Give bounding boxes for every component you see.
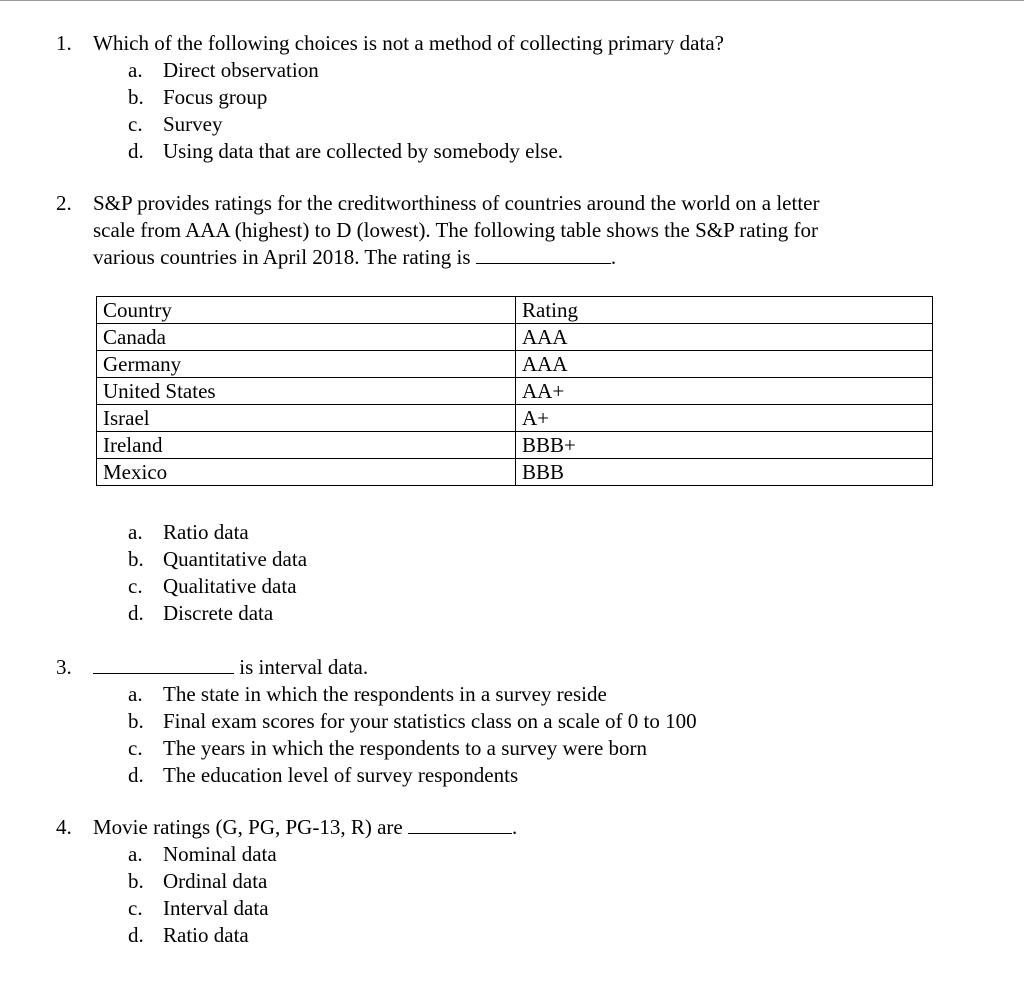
option-letter: c. (128, 112, 143, 136)
option-b[interactable] (128, 868, 936, 895)
cell-rating: A+ (516, 405, 933, 432)
option-c[interactable] (128, 573, 936, 600)
option-letter: b. (128, 547, 144, 571)
option-a[interactable] (128, 57, 936, 84)
question-text: is interval data. (239, 655, 369, 679)
option-a[interactable] (128, 519, 936, 546)
options-list (128, 681, 936, 789)
column-header-country: Country (97, 297, 516, 324)
ratings-table (96, 296, 933, 486)
option-d[interactable] (128, 138, 936, 165)
option-letter: a. (128, 842, 143, 866)
cell-rating: AAA (516, 351, 933, 378)
question-text-line (93, 654, 936, 681)
options-list (128, 519, 936, 627)
option-d[interactable] (128, 762, 936, 789)
option-text: Nominal data (163, 842, 277, 866)
option-letter: c. (128, 736, 143, 760)
options-list (128, 57, 936, 165)
option-c[interactable] (128, 895, 936, 922)
option-text: Focus group (163, 85, 268, 109)
question-text-period: . (511, 815, 518, 839)
option-text: Final exam scores for your statistics class on a scale of 0 to 100 (163, 709, 697, 733)
question-4 (56, 814, 936, 949)
option-text: The state in which the respondents in a survey reside (163, 682, 607, 706)
option-letter: b. (128, 709, 144, 733)
column-header-rating: Rating (516, 297, 933, 324)
option-letter: d. (128, 763, 144, 787)
options-list (128, 841, 936, 949)
option-letter: a. (128, 682, 143, 706)
cell-rating: AAA (516, 324, 933, 351)
question-3 (56, 654, 936, 789)
question-text-line: S&P provides ratings for the creditworthiness of countries around the world on a letter (93, 191, 820, 215)
table-header-row (97, 297, 933, 324)
table-row (97, 351, 933, 378)
option-a[interactable] (128, 841, 936, 868)
table-row (97, 432, 933, 459)
option-text: The education level of survey respondents (163, 763, 519, 787)
cell-rating: BBB+ (516, 432, 933, 459)
option-letter: d. (128, 139, 144, 163)
option-b[interactable] (128, 546, 936, 573)
option-letter: b. (128, 85, 144, 109)
cell-country: Mexico (97, 459, 516, 486)
option-text: Ratio data (163, 923, 249, 947)
option-text: Discrete data (163, 601, 274, 625)
question-number: 2. (56, 191, 72, 215)
cell-rating: BBB (516, 459, 933, 486)
question-text-line (93, 244, 936, 271)
table-row (97, 459, 933, 486)
question-text-line: scale from AAA (highest) to D (lowest). The following table shows the S&P rating for (93, 218, 818, 242)
option-letter: b. (128, 869, 144, 893)
question-text: Which of the following choices is not a method of collecting primary data? (93, 31, 724, 55)
option-c[interactable] (128, 735, 936, 762)
option-letter: d. (128, 923, 144, 947)
option-b[interactable] (128, 708, 936, 735)
question-text: various countries in April 2018. The rating is (93, 245, 471, 269)
cell-rating: AA+ (516, 378, 933, 405)
option-b[interactable] (128, 84, 936, 111)
option-text: Survey (163, 112, 223, 136)
option-text: Qualitative data (163, 574, 297, 598)
option-a[interactable] (128, 681, 936, 708)
option-letter: d. (128, 601, 144, 625)
answer-blank[interactable] (93, 655, 234, 674)
option-letter: a. (128, 520, 143, 544)
question-1 (56, 30, 936, 165)
option-text: Quantitative data (163, 547, 308, 571)
answer-blank[interactable] (476, 245, 611, 264)
top-border (0, 0, 1024, 1)
table-row (97, 324, 933, 351)
option-d[interactable] (128, 922, 936, 949)
option-letter: c. (128, 896, 143, 920)
option-text: The years in which the respondents to a survey were born (163, 736, 648, 760)
question-2 (56, 190, 936, 271)
question-2-options (56, 519, 936, 627)
option-d[interactable] (128, 600, 936, 627)
answer-blank[interactable] (408, 815, 512, 834)
question-text: Movie ratings (G, PG, PG-13, R) are (93, 815, 403, 839)
cell-country: Germany (97, 351, 516, 378)
table-row (97, 405, 933, 432)
question-number: 1. (56, 31, 72, 55)
cell-country: Canada (97, 324, 516, 351)
cell-country: Israel (97, 405, 516, 432)
question-number: 4. (56, 815, 72, 839)
option-letter: c. (128, 574, 143, 598)
question-text-period: . (610, 245, 617, 269)
option-text: Interval data (163, 896, 269, 920)
cell-country: Ireland (97, 432, 516, 459)
option-text: Ordinal data (163, 869, 268, 893)
cell-country: United States (97, 378, 516, 405)
option-text: Ratio data (163, 520, 249, 544)
table-row (97, 378, 933, 405)
question-text-line (93, 814, 936, 841)
option-text: Direct observation (163, 58, 319, 82)
option-text: Using data that are collected by somebody else. (163, 139, 564, 163)
option-letter: a. (128, 58, 143, 82)
question-number: 3. (56, 655, 72, 679)
option-c[interactable] (128, 111, 936, 138)
